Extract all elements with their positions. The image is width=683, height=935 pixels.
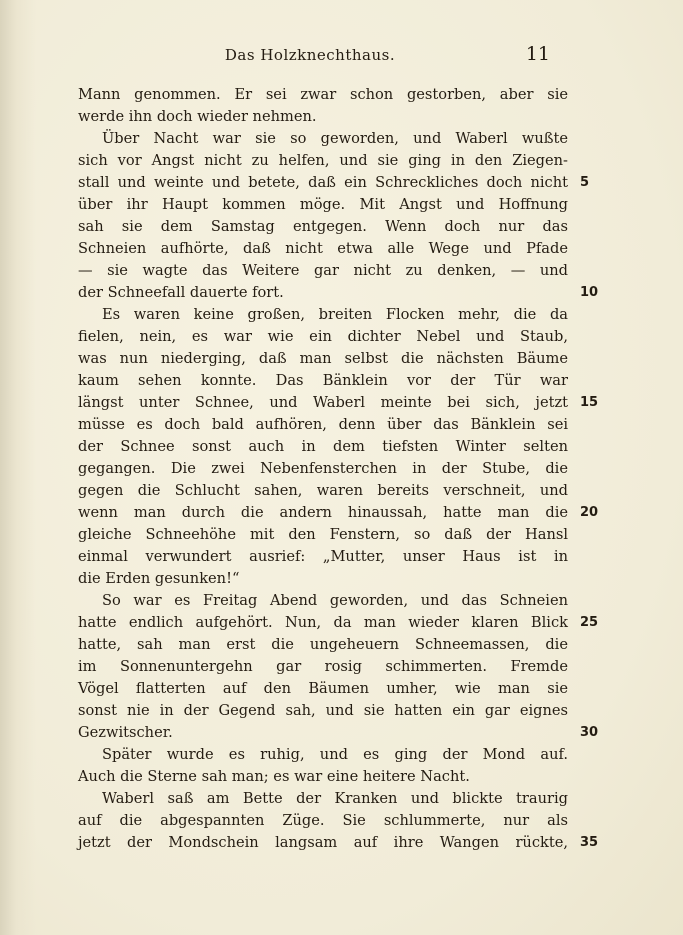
text-line — [78, 436, 568, 458]
line-text: Schneien aufhörte, daß nicht etwa alle Wege und Pfade — [78, 240, 568, 257]
text-line — [78, 744, 568, 766]
text-line — [78, 502, 599, 524]
line-text: fielen, nein, es war wie ein dichter Nebel und Staub, — [78, 328, 568, 345]
line-text: die Erden gesunken!“ — [78, 570, 240, 587]
line-text: einmal verwundert ausrief: „Mutter, unser Haus ist in — [78, 548, 568, 565]
text-line — [78, 414, 568, 436]
line-text: jetzt der Mondschein langsam auf ihre Wangen rückte, — [78, 834, 568, 851]
running-title: Das Holzknechthaus. — [224, 46, 396, 64]
line-text: gegen die Schlucht sahen, waren bereits verschneit, und — [78, 482, 568, 499]
text-line — [78, 634, 568, 656]
page-gutter-shadow — [0, 0, 36, 935]
line-text: auf die abgespannten Züge. Sie schlummerte, nur als — [78, 812, 568, 829]
line-text: Später wurde es ruhig, und es ging der Mond auf. — [102, 746, 568, 763]
text-line — [78, 392, 599, 414]
line-number: 5 — [580, 175, 590, 190]
text-line — [78, 84, 568, 106]
line-number: 10 — [580, 285, 599, 300]
line-text: — sie wagte das Weitere gar nicht zu denken, — und — [78, 262, 568, 279]
text-line — [78, 260, 568, 282]
text-line — [78, 282, 599, 304]
text-line — [78, 370, 568, 392]
text-line — [78, 480, 568, 502]
line-text: der Schneefall dauerte fort. — [78, 284, 284, 301]
line-text: sonst nie in der Gegend sah, und sie hatten ein gar eignes — [78, 702, 568, 719]
line-number: 20 — [580, 505, 599, 520]
text-line — [78, 656, 568, 678]
text-line — [78, 304, 568, 326]
line-text: Über Nacht war sie so geworden, und Waberl wußte — [102, 130, 568, 147]
text-line — [78, 216, 568, 238]
text-line — [78, 678, 568, 700]
line-text: kaum sehen konnte. Das Bänklein vor der Tür war — [78, 372, 568, 389]
line-text: Gezwitscher. — [78, 724, 173, 741]
text-line — [78, 106, 568, 128]
text-line — [78, 700, 568, 722]
line-text: Vögel flatterten auf den Bäumen umher, wie man sie — [78, 680, 568, 697]
running-header — [0, 44, 683, 68]
text-line — [78, 326, 568, 348]
text-line — [78, 590, 568, 612]
line-text: Waberl saß am Bette der Kranken und blickte traurig — [102, 790, 568, 807]
text-line — [78, 524, 568, 546]
line-text: Auch die Sterne sah man; es war eine heitere Nacht. — [78, 768, 470, 785]
text-line — [78, 348, 568, 370]
line-text: werde ihn doch wieder nehmen. — [78, 108, 317, 125]
page-number: 11 — [525, 43, 550, 65]
line-text: was nun niederging, daß man selbst die nächsten Bäume — [78, 350, 568, 367]
text-line — [78, 612, 599, 634]
line-text: gleiche Schneehöhe mit den Fenstern, so daß der Hansl — [78, 526, 568, 543]
line-text: im Sonnenuntergehn gar rosig schimmerten. Fremde — [78, 658, 568, 675]
text-line — [78, 172, 590, 194]
text-line — [78, 150, 568, 172]
body-text — [78, 84, 599, 854]
text-line — [78, 788, 568, 810]
line-number: 15 — [580, 395, 599, 410]
text-line — [78, 238, 568, 260]
text-line — [78, 832, 599, 854]
line-text: sah sie dem Samstag entgegen. Wenn doch nur das — [78, 218, 568, 235]
text-line — [78, 766, 568, 788]
line-text: So war es Freitag Abend geworden, und das Schneien — [102, 592, 568, 609]
text-line — [78, 722, 599, 744]
line-text: über ihr Haupt kommen möge. Mit Angst und Hoffnung — [78, 196, 568, 213]
line-text: hatte endlich aufgehört. Nun, da man wieder klaren Blick — [78, 614, 568, 631]
line-text: gegangen. Die zwei Nebenfensterchen in der Stube, die — [78, 460, 568, 477]
text-line — [78, 810, 568, 832]
line-text: der Schnee sonst auch in dem tiefsten Winter selten — [78, 438, 568, 455]
line-text: Es waren keine großen, breiten Flocken mehr, die da — [102, 306, 568, 323]
line-text: hatte, sah man erst die ungeheuern Schneemassen, die — [78, 636, 568, 653]
line-text: stall und weinte und betete, daß ein Schreckliches doch nicht — [78, 174, 568, 191]
text-line — [78, 128, 568, 150]
text-line — [78, 194, 568, 216]
line-number: 35 — [580, 835, 599, 850]
line-text: wenn man durch die andern hinaussah, hatte man die — [78, 504, 568, 521]
line-number: 30 — [580, 725, 599, 740]
line-number: 25 — [580, 615, 599, 630]
text-line — [78, 546, 568, 568]
line-text: sich vor Angst nicht zu helfen, und sie ging in den Ziegen- — [78, 152, 568, 169]
text-line — [78, 458, 568, 480]
line-text: Mann genommen. Er sei zwar schon gestorben, aber sie — [78, 86, 568, 103]
line-text: müsse es doch bald aufhören, denn über das Bänklein sei — [78, 416, 568, 433]
text-line — [78, 568, 568, 590]
line-text: längst unter Schnee, und Waberl meinte bei sich, jetzt — [78, 394, 568, 411]
